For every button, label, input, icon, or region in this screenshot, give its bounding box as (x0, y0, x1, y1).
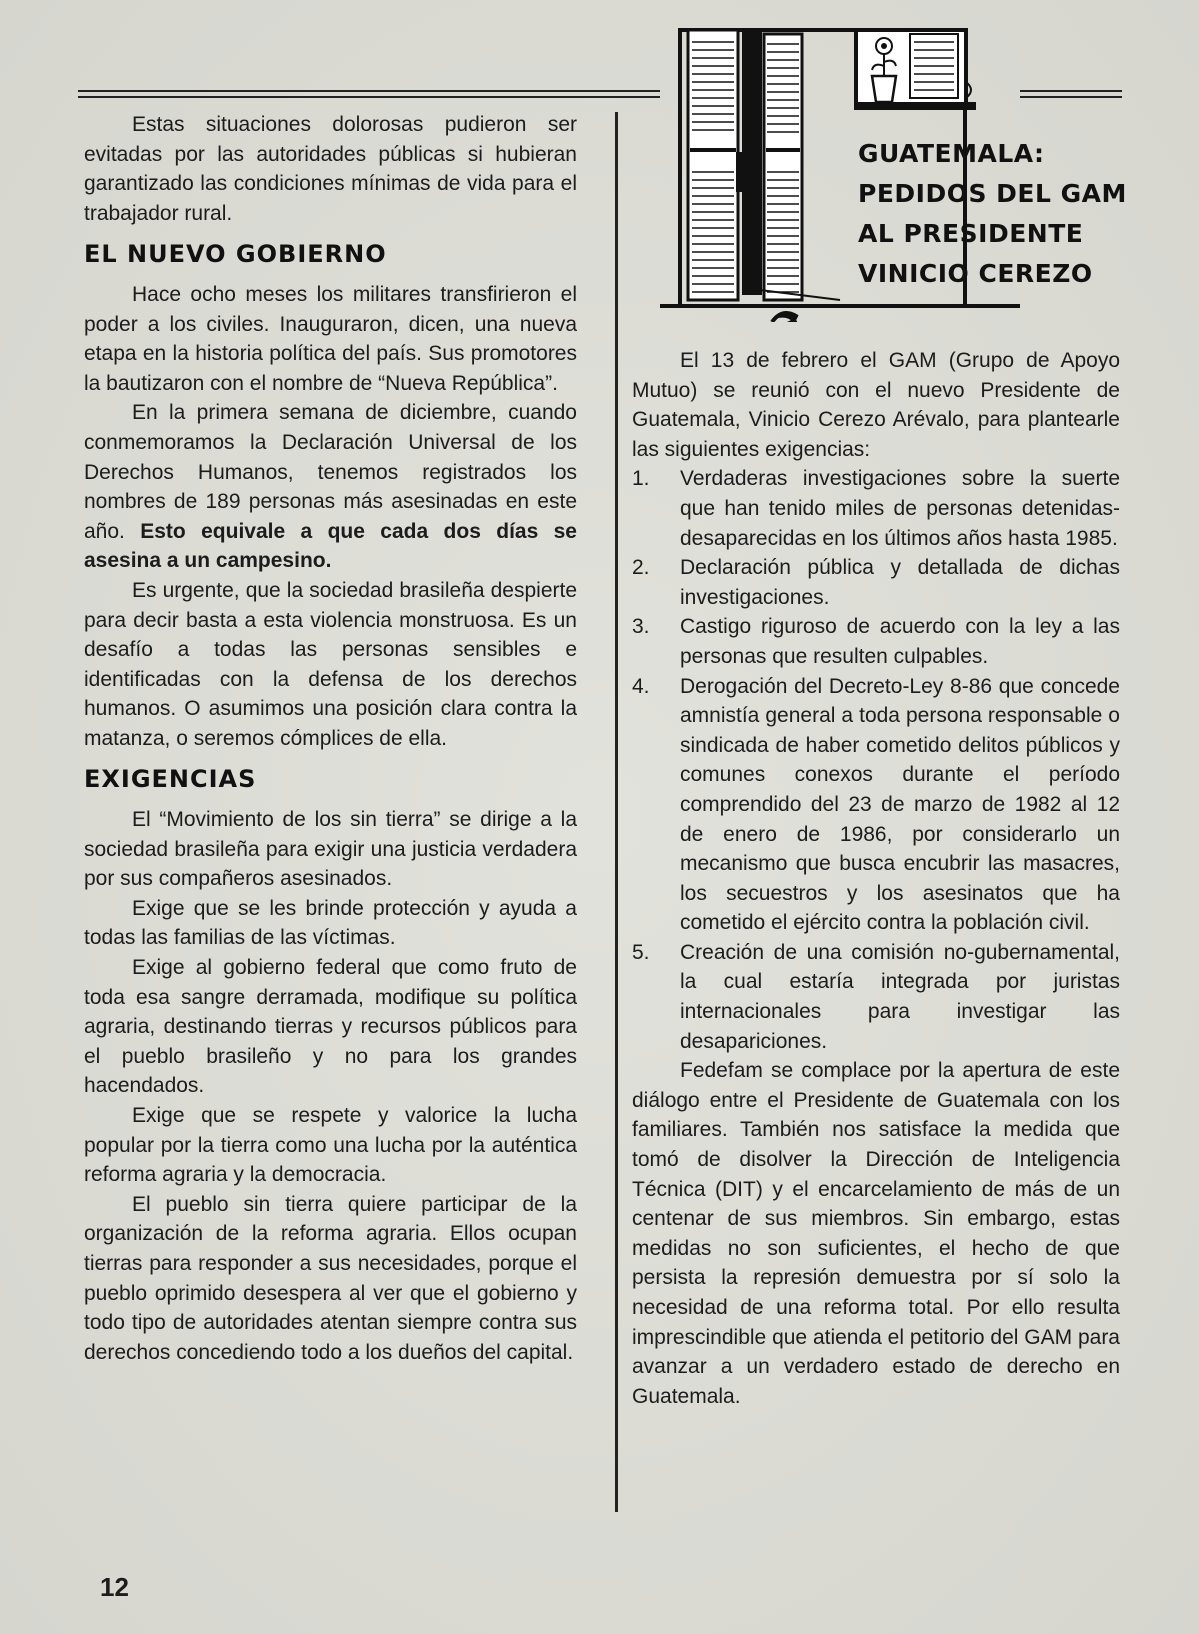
paragraph-text: En la primera semana de diciembre, cuando conmemoramos la Declaración Universal de los Derechos Humanos, tenemos registrados los nombres de 189 personas más asesinadas en este año. (84, 401, 577, 543)
right-column (632, 346, 1120, 1411)
item-number: 5. (632, 940, 650, 964)
list-item (632, 938, 1120, 1056)
paragraph-exigencias-4: Exige que se respete y valorice la lucha popular por la tierra como una lucha por la auténtica reforma agraria y la democracia. (84, 1104, 577, 1187)
item-text: Castigo riguroso de acuerdo con la ley a las personas que resulten culpables. (680, 615, 1120, 668)
list-item (632, 464, 1120, 553)
item-number: 4. (632, 674, 650, 698)
right-intro-paragraph: El 13 de febrero el GAM (Grupo de Apoyo Mutuo) se reunió con el nuevo Presidente de Guatemala, Vinicio Cerezo Arévalo, para plantearle las siguientes exigencias: (632, 349, 1120, 461)
heading-nuevo-gobierno: EL NUEVO GOBIERNO (84, 240, 387, 269)
right-closing-paragraph: Fedefam se complace por la apertura de este diálogo entre el Presidente de Guatemala con los familiares. También nos satisface la medida que tomó de disolver la Dirección de Inteligencia Técnica (DIT) y el encarcelamiento de más de un centenar de sus miembros. Sin embargo, estas medidas no son suficientes, el hecho de que persista la represión demuestra por sí solo la necesidad de una reforma total. Por ello resulta imprescindible que atienda el petitorio del GAM para avanzar a un verdadero estado de derecho en Guatemala. (632, 1059, 1120, 1408)
top-rule-left (78, 90, 660, 98)
paragraph-nuevo-gobierno-1: Hace ocho meses los militares transfirieron el poder a los civiles. Inauguraron, dicen, una nueva etapa en la historia política del país. Sus promotores la bautizaron con el nombre de “Nueva República”. (84, 282, 577, 395)
item-text: Creación de una comisión no-gubernamental, la cual estaría integrada por juristas internacionales para investigar las desapariciones. (680, 940, 1120, 1053)
list-item (632, 612, 1120, 671)
title-line-3: AL PRESIDENTE (858, 219, 1084, 248)
page-number: 12 (100, 1572, 129, 1602)
item-number: 1. (632, 467, 650, 491)
list-item (632, 672, 1120, 938)
guatemala-title (858, 134, 1127, 294)
left-column (84, 110, 577, 1367)
item-text: Derogación del Decreto-Ley 8-86 que concede amnistía general a toda persona responsable o sindicada de haber cometido delitos públicos y comunes conexos durante el período comprendido del 23 de marzo de 1982 al 12 de enero de 1986, por considerarlo un mecanismo que busca encubrir las masacres, los secuestros y los asesinatos que ha cometido el ejército contra la población civil. (680, 674, 1120, 935)
item-number: 3. (632, 615, 650, 639)
list-item (632, 553, 1120, 612)
bold-statement: Esto equivale a que cada dos días se asesina a un campesino. (84, 519, 577, 573)
item-number: 2. (632, 556, 650, 580)
paragraph-exigencias-1: El “Movimiento de los sin tierra” se dirige a la sociedad brasileña para exigir una justicia verdadera por sus compañeros asesinados. (84, 808, 577, 891)
paragraph-nuevo-gobierno-3: Es urgente, que la sociedad brasileña despierte para decir basta a esta violencia monstruosa. Es un desafío a todas las personas sensibles e identificadas con la defensa de los derechos humanos. O asumimos una posición clara contra la matanza, o seremos cómplices de ella. (84, 578, 577, 750)
paragraph-exigencias-2: Exige que se les brinde protección y ayuda a todas las familias de las víctimas. (84, 896, 577, 950)
item-text: Verdaderas investigaciones sobre la suerte que han tenido miles de personas detenidas-desaparecidas en los últimos años hasta 1985. (680, 467, 1120, 550)
paragraph-exigencias-3: Exige al gobierno federal que como fruto de toda esa sangre derramada, modifique su política agraria, destinando tierras y recursos públicos para el pueblo brasileño y no para los grandes hacendados. (84, 956, 577, 1098)
left-intro-paragraph: Estas situaciones dolorosas pudieron ser evitadas por las autoridades públicas si hubieran garantizado las condiciones mínimas de vida para el trabajador rural. (84, 113, 577, 225)
item-text: Declaración pública y detallada de dichas investigaciones. (680, 556, 1120, 609)
paragraph-nuevo-gobierno-2 (84, 398, 577, 576)
title-line-4: VINICIO CEREZO (858, 259, 1093, 288)
title-line-1: GUATEMALA: (858, 139, 1045, 168)
paragraph-exigencias-5: El pueblo sin tierra quiere participar de la organización de la reforma agraria. Ellos ocupan tierras para responder a sus necesidades, porque el pueblo oprimido desespera al ver que el gobierno y todo tipo de autoridades atentan siempre contra sus derechos concediendo todo a los dueños del capital. (84, 1192, 577, 1364)
heading-exigencias: EXIGENCIAS (84, 765, 257, 794)
column-divider (615, 112, 618, 1512)
title-line-2: PEDIDOS DEL GAM (858, 179, 1127, 208)
demands-list (632, 464, 1120, 1056)
